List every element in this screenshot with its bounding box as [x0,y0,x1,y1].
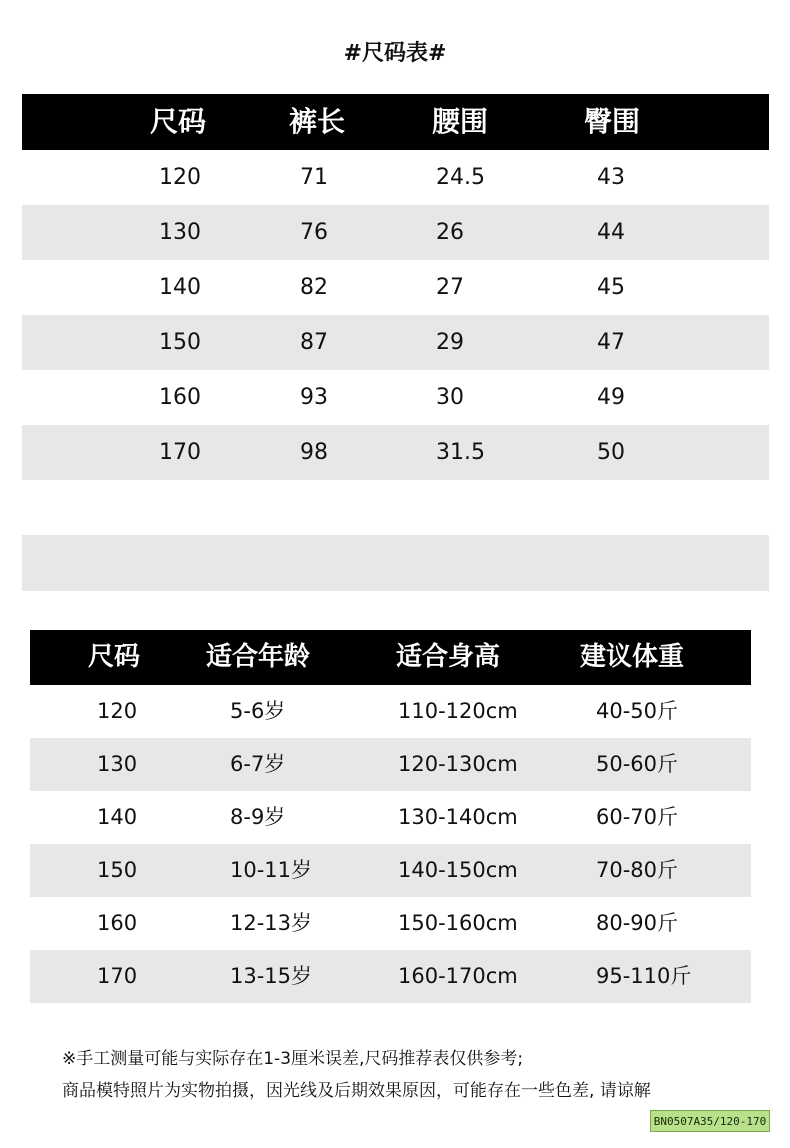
cell-age: 13-15岁 [230,964,313,988]
cell-size: 120 [159,165,201,190]
cell-pants-length: 71 [300,165,328,190]
cell-height: 130-140cm [398,805,518,829]
table-row [30,950,751,1003]
cell-age: 8-9岁 [230,805,286,829]
cell-waist: 31.5 [436,440,485,465]
cell-height: 110-120cm [398,699,518,723]
header-hip: 臀围 [584,105,641,138]
cell-size: 130 [97,752,138,776]
cell-waist: 24.5 [436,165,485,190]
cell-pants-length: 82 [300,275,328,300]
cell-pants-length: 87 [300,330,328,355]
table-row [22,205,769,260]
header-age: 适合年龄 [206,642,311,672]
measurement-disclaimer: ※手工测量可能与实际存在1-3厘米误差,尺码推荐表仅供参考; [62,1049,524,1069]
cell-size: 150 [97,858,138,882]
cell-size: 160 [159,385,201,410]
cell-age: 6-7岁 [230,752,286,776]
cell-size: 130 [159,220,201,245]
cell-weight: 50-60斤 [596,752,679,776]
cell-waist: 26 [436,220,464,245]
cell-waist: 27 [436,275,464,300]
cell-size: 170 [159,440,201,465]
table-row [30,844,751,897]
header-size: 尺码 [88,642,141,672]
cell-height: 120-130cm [398,752,518,776]
cell-size: 150 [159,330,201,355]
color-disclaimer: 商品模特照片为实物拍摄，因光线及后期效果原因，可能存在一些色差, 请谅解 [62,1081,651,1101]
measurement-table [22,94,769,480]
cell-hip: 49 [597,385,625,410]
cell-weight: 95-110斤 [596,964,692,988]
cell-pants-length: 98 [300,440,328,465]
cell-height: 140-150cm [398,858,518,882]
cell-weight: 40-50斤 [596,699,679,723]
cell-waist: 29 [436,330,464,355]
table-row [30,897,751,950]
cell-weight: 60-70斤 [596,805,679,829]
cell-hip: 44 [597,220,625,245]
header-weight: 建议体重 [580,642,685,672]
cell-size: 170 [97,964,138,988]
header-size: 尺码 [150,105,207,138]
cell-size: 140 [159,275,201,300]
cell-age: 10-11岁 [230,858,313,882]
measurement-table-header [22,94,769,150]
cell-age: 12-13岁 [230,911,313,935]
product-code-badge: BN0507A35/120-170 [650,1110,770,1132]
cell-pants-length: 76 [300,220,328,245]
cell-waist: 30 [436,385,464,410]
header-height: 适合身高 [396,642,501,672]
table-row [22,425,769,480]
cell-hip: 47 [597,330,625,355]
header-waist: 腰围 [432,105,489,138]
page-title: #尺码表# [343,41,447,66]
fit-recommendation-table [30,630,751,1003]
fit-table-header [30,630,751,685]
cell-hip: 50 [597,440,625,465]
cell-height: 150-160cm [398,911,518,935]
cell-weight: 80-90斤 [596,911,679,935]
table-row [22,315,769,370]
cell-height: 160-170cm [398,964,518,988]
table-row [30,738,751,791]
cell-hip: 43 [597,165,625,190]
cell-age: 5-6岁 [230,699,286,723]
cell-size: 140 [97,805,138,829]
divider-bar [22,535,769,591]
table-row [22,150,769,205]
cell-hip: 45 [597,275,625,300]
cell-size: 160 [97,911,138,935]
table-row [22,260,769,315]
table-row [30,685,751,738]
table-row [22,370,769,425]
cell-weight: 70-80斤 [596,858,679,882]
cell-size: 120 [97,699,138,723]
header-pants-length: 裤长 [289,105,346,138]
table-row [30,791,751,844]
cell-pants-length: 93 [300,385,328,410]
